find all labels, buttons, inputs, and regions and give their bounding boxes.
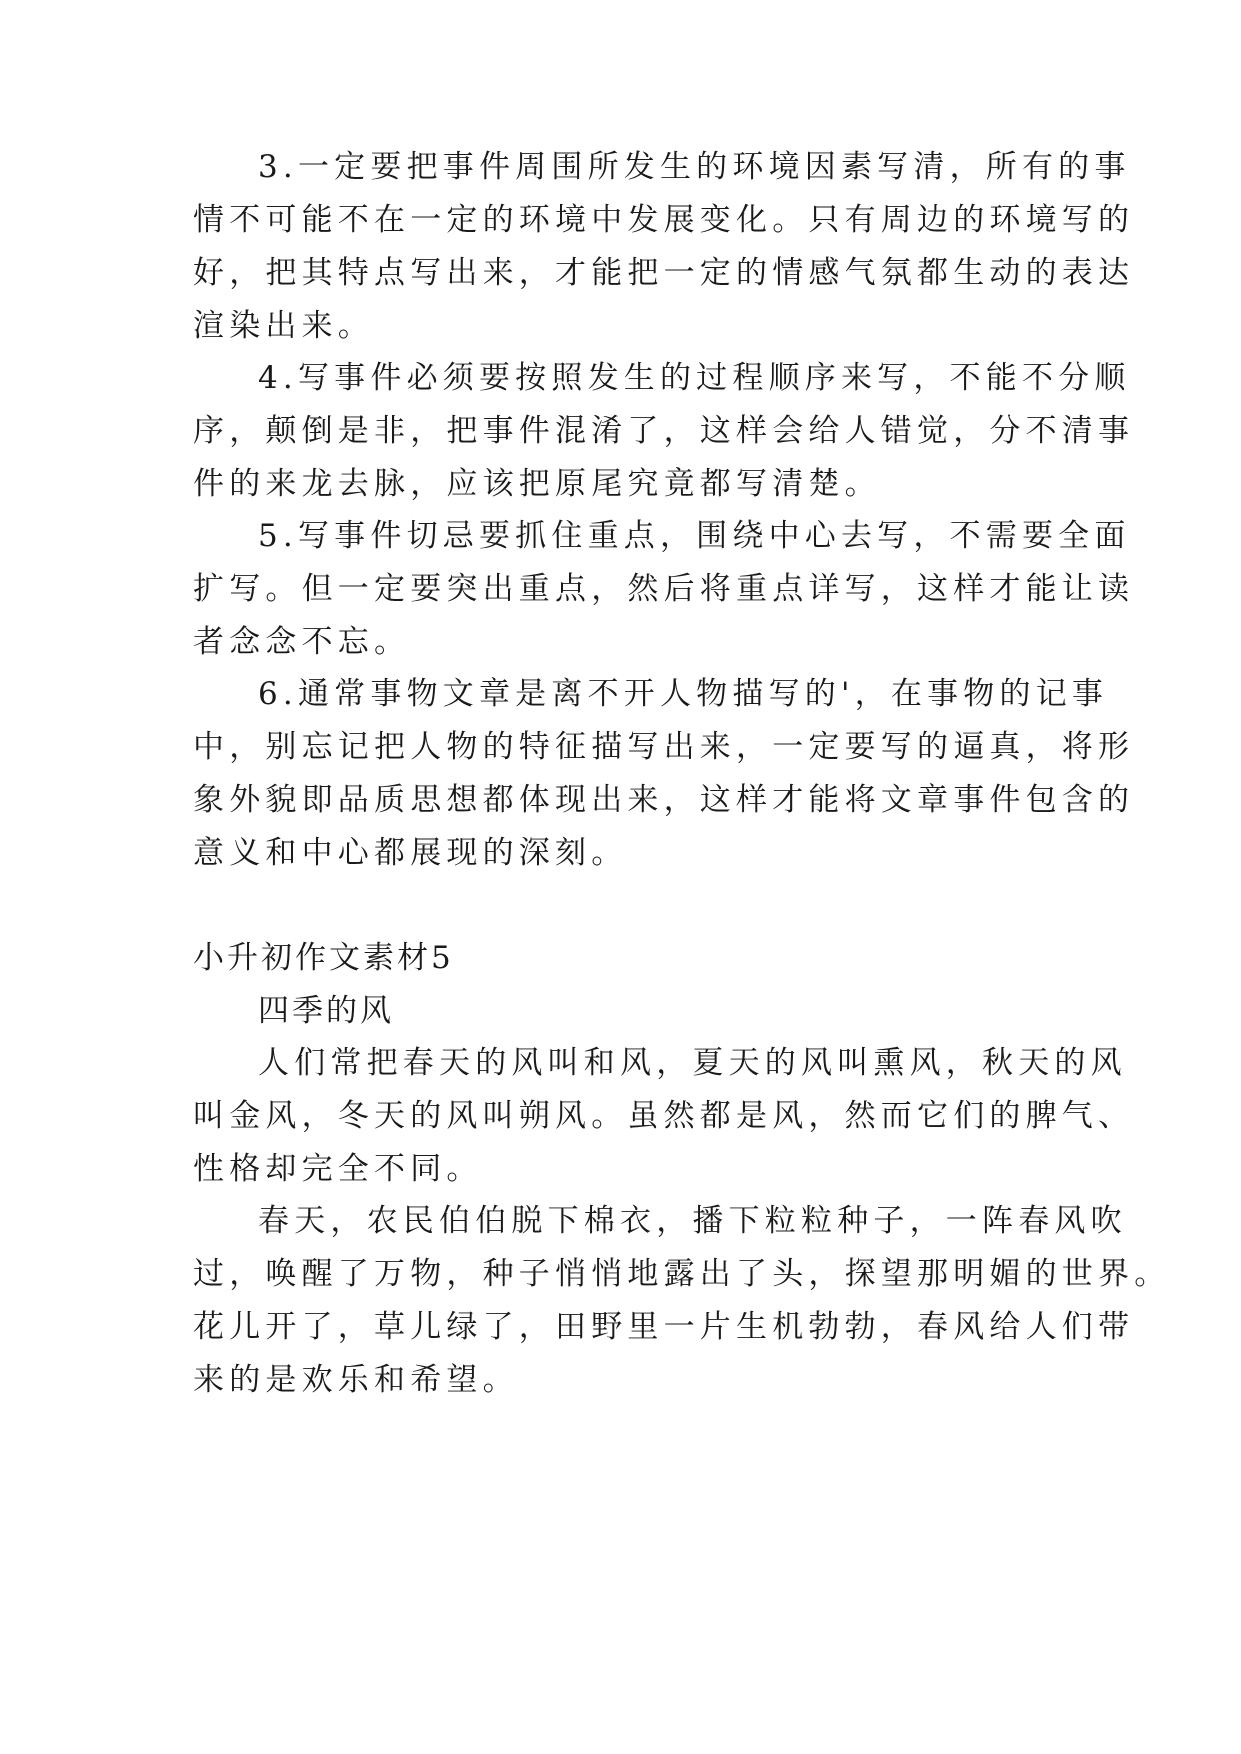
paragraph-3-line-1: 3.一定要把事件周围所发生的环境因素写清，所有的事 bbox=[258, 149, 1131, 185]
paragraph-5-line-1: 5.写事件切忌要抓住重点，围绕中心去写，不需要全面 bbox=[258, 518, 1131, 554]
essay-paragraph-1-line-2: 叫金风，冬天的风叫朔风。虽然都是风，然而它们的脾气、 bbox=[193, 1098, 1135, 1134]
paragraph-3-line-2: 情不可能不在一定的环境中发展变化。只有周边的环境写的 bbox=[193, 202, 1135, 238]
paragraph-5-line-3: 者念念不忘。 bbox=[193, 624, 411, 660]
paragraph-4-line-1: 4.写事件必须要按照发生的过程顺序来写，不能不分顺 bbox=[258, 360, 1131, 396]
paragraph-6-line-3: 象外貌即品质思想都体现出来，这样才能将文章事件包含的 bbox=[193, 782, 1135, 818]
essay-paragraph-1-line-3: 性格却完全不同。 bbox=[193, 1151, 483, 1187]
essay-title: 四季的风 bbox=[258, 993, 394, 1029]
paragraph-4-line-3: 件的来龙去脉，应该把原尾究竟都写清楚。 bbox=[193, 466, 881, 502]
essay-paragraph-1-line-1: 人们常把春天的风叫和风，夏天的风叫熏风，秋天的风 bbox=[258, 1045, 1127, 1081]
paragraph-3-line-4: 渲染出来。 bbox=[193, 308, 374, 344]
essay-paragraph-2-line-2: 过，唤醒了万物，种子悄悄地露出了头，探望那明媚的世界。 bbox=[193, 1256, 1171, 1292]
paragraph-6-line-4: 意义和中心都展现的深刻。 bbox=[193, 835, 628, 871]
paragraph-6-line-2: 中，别忘记把人物的特征描写出来，一定要写的逼真，将形 bbox=[193, 729, 1135, 765]
section-title: 小升初作文素材5 bbox=[193, 940, 454, 976]
essay-paragraph-2-line-3: 花儿开了，草儿绿了，田野里一片生机勃勃，春风给人们带 bbox=[193, 1309, 1135, 1345]
paragraph-4-line-2: 序，颠倒是非，把事件混淆了，这样会给人错觉，分不清事 bbox=[193, 413, 1135, 449]
paragraph-3-line-3: 好，把其特点写出来，才能把一定的情感气氛都生动的表达 bbox=[193, 255, 1135, 291]
essay-paragraph-2-line-4: 来的是欢乐和希望。 bbox=[193, 1362, 519, 1398]
essay-paragraph-2-line-1: 春天，农民伯伯脱下棉衣，播下粒粒种子，一阵春风吹 bbox=[258, 1203, 1127, 1239]
paragraph-6-line-1: 6.通常事物文章是离不开人物描写的'，在事物的记事 bbox=[258, 676, 1109, 712]
paragraph-5-line-2: 扩写。但一定要突出重点，然后将重点详写，这样才能让读 bbox=[193, 571, 1135, 607]
